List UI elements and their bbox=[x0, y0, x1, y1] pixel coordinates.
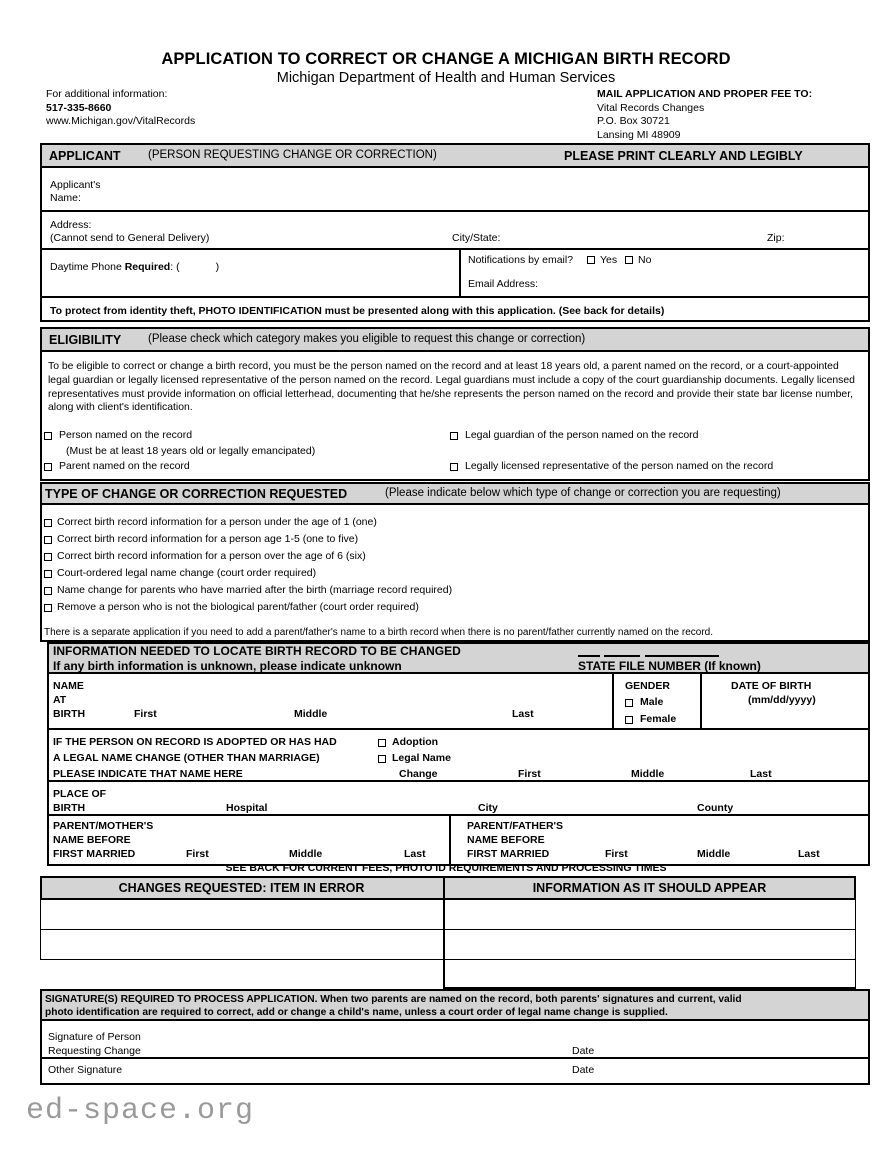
parent-mother-label-2: NAME BEFORE bbox=[53, 834, 131, 846]
checkbox-legal-guardian[interactable] bbox=[450, 432, 458, 440]
changes-col1-header: CHANGES REQUESTED: ITEM IN ERROR bbox=[118, 881, 365, 895]
parent-father-label-3: FIRST MARRIED bbox=[467, 848, 550, 860]
applicant-phone-email-row[interactable] bbox=[40, 250, 870, 298]
name-at-birth-label-1: NAME bbox=[53, 680, 84, 692]
applicant-section-note: (PERSON REQUESTING CHANGE OR CORRECTION) bbox=[148, 149, 437, 161]
mail-to-label: MAIL APPLICATION AND PROPER FEE TO: bbox=[597, 88, 813, 100]
adoption-label-line2 bbox=[53, 752, 320, 765]
changes-row-3[interactable] bbox=[40, 960, 856, 988]
email-notify-label: Notifications by email? bbox=[468, 254, 574, 266]
phone-email-divider bbox=[459, 250, 461, 298]
eligibility-paragraph bbox=[48, 360, 862, 415]
signature-date-label-1: Date bbox=[572, 1045, 595, 1057]
checkbox-notify-yes[interactable] bbox=[587, 256, 595, 264]
eligibility-section-title: ELIGIBILITY bbox=[49, 333, 122, 347]
signature-person-label-2: Requesting Change bbox=[48, 1045, 141, 1057]
locate-record-title-line2: If any birth information is unknown, please indicate unknown bbox=[53, 659, 402, 673]
contact-phone: 517-335-8660 bbox=[46, 101, 112, 114]
date-of-birth-header: DATE OF BIRTH bbox=[731, 680, 812, 692]
checkbox-gender-male[interactable] bbox=[625, 699, 633, 707]
changes-row-1[interactable] bbox=[40, 900, 856, 930]
adoption-first-label: First bbox=[518, 768, 541, 780]
eligibility-option-legal-representative: Legally licensed representative of the person named on the record bbox=[465, 460, 774, 472]
footnote-add-word: add bbox=[246, 627, 264, 638]
name-at-birth-last-label: Last bbox=[512, 708, 534, 720]
state-file-number-label: STATE FILE NUMBER (If known) bbox=[578, 659, 761, 673]
gender-header: GENDER bbox=[625, 680, 670, 692]
changes-row3-divider bbox=[443, 960, 445, 988]
phone-label-prefix: Daytime Phone bbox=[50, 261, 125, 273]
state-file-number-blank-3[interactable] bbox=[645, 655, 719, 657]
photo-id-text-a: To protect from identity theft, PHOTO IDENTIFICATION bbox=[50, 305, 325, 317]
footnote-text-b: a parent/father's name to a birth record when there is no parent/father currently named on the record. bbox=[263, 627, 713, 638]
zip-label: Zip: bbox=[767, 232, 785, 244]
photo-id-notice bbox=[50, 305, 664, 318]
place-of-birth-county-label: County bbox=[697, 802, 734, 814]
parent-mother-label-1: PARENT/MOTHER'S bbox=[53, 820, 154, 832]
adoption-option-label: Adoption bbox=[392, 736, 439, 748]
print-clearly-note: PLEASE PRINT CLEARLY AND LEGIBLY bbox=[564, 149, 803, 163]
parent-mother-first-label: First bbox=[186, 848, 209, 860]
applicant-name-label-line1: Applicant's bbox=[50, 179, 101, 191]
date-of-birth-format: (mm/dd/yyyy) bbox=[748, 694, 816, 706]
type-of-change-section-note: (Please indicate below which type of change or correction you are requesting) bbox=[385, 487, 781, 499]
checkbox-person-named-on-record[interactable] bbox=[44, 432, 52, 440]
parents-divider bbox=[449, 816, 451, 866]
type-option-parents-married: Name change for parents who have married after the birth (marriage record required) bbox=[57, 584, 453, 596]
checkbox-legal-name-change[interactable] bbox=[378, 755, 386, 763]
checkbox-correct-over-6[interactable] bbox=[44, 553, 52, 561]
other-than-marriage-underlined: OTHER THAN MARRIAGE bbox=[187, 752, 317, 764]
legal-name-option-label: Legal Name bbox=[392, 752, 451, 764]
checkbox-correct-age-1-5[interactable] bbox=[44, 536, 52, 544]
signature-row-2[interactable] bbox=[40, 1059, 870, 1085]
place-of-birth-city-label: City bbox=[478, 802, 498, 814]
mail-to-city-state-zip: Lansing MI 48909 bbox=[597, 128, 681, 141]
checkbox-correct-under-1[interactable] bbox=[44, 519, 52, 527]
parent-mother-last-label: Last bbox=[404, 848, 426, 860]
notify-yes-label: Yes bbox=[600, 254, 618, 266]
applicant-name-row[interactable] bbox=[40, 168, 870, 212]
contact-info-block bbox=[46, 88, 195, 129]
signature-notice-line2: photo identification are required to correct, add or change a child's name, unless a court order of legal name change is supplied. bbox=[45, 1007, 668, 1018]
eligibility-option-person-named-sub: (Must be at least 18 years old or legally emancipated) bbox=[66, 445, 316, 457]
signature-person-label-1: Signature of Person bbox=[48, 1031, 141, 1043]
type-option-over-6: Correct birth record information for a person over the age of 6 (six) bbox=[57, 550, 366, 562]
changes-col2-header: INFORMATION AS IT SHOULD APPEAR bbox=[532, 881, 767, 895]
changes-row2-divider bbox=[443, 930, 445, 960]
type-of-change-section-title: TYPE OF CHANGE OR CORRECTION REQUESTED bbox=[45, 487, 348, 501]
changes-row1-divider bbox=[443, 900, 445, 930]
signature-date-label-2: Date bbox=[572, 1064, 595, 1076]
notify-no-label: No bbox=[638, 254, 652, 266]
address-label: Address: bbox=[50, 219, 92, 231]
locate-record-title-line1: INFORMATION NEEDED TO LOCATE BIRTH RECORD TO BE CHANGED bbox=[53, 644, 461, 658]
state-file-number-blank-2[interactable] bbox=[604, 655, 640, 657]
parent-father-first-label: First bbox=[605, 848, 628, 860]
see-back-notice: SEE BACK FOR CURRENT FEES, PHOTO ID REQUIREMENTS AND PROCESSING TIMES bbox=[225, 862, 667, 874]
signature-notice-line1: SIGNATURE(S) REQUIRED TO PROCESS APPLICATION. When two parents are named on the record, both parents' signatures and current, valid bbox=[45, 994, 742, 1005]
checkbox-gender-female[interactable] bbox=[625, 716, 633, 724]
photo-id-must-word: must bbox=[324, 305, 350, 317]
mail-to-po-box: P.O. Box 30721 bbox=[597, 115, 670, 127]
separate-application-footnote bbox=[44, 626, 713, 639]
eligibility-option-legal-guardian: Legal guardian of the person named on the record bbox=[465, 429, 699, 441]
checkbox-parents-married-after-birth[interactable] bbox=[44, 587, 52, 595]
phone-label-open-paren: : ( bbox=[170, 261, 180, 273]
state-file-number-blank-1[interactable] bbox=[578, 655, 600, 657]
place-of-birth-hospital-label: Hospital bbox=[226, 802, 268, 814]
checkbox-legal-representative[interactable] bbox=[450, 463, 458, 471]
eligibility-option-parent-named: Parent named on the record bbox=[59, 460, 190, 472]
adoption-label-line1: IF THE PERSON ON RECORD IS ADOPTED OR HAS HAD bbox=[53, 736, 337, 748]
name-gender-divider bbox=[612, 674, 614, 730]
eligibility-section-note: (Please check which category makes you eligible to request this change or correction) bbox=[148, 333, 586, 345]
daytime-phone-label bbox=[50, 261, 219, 274]
eligibility-paragraph-bold: To be eligible to correct or change a birth record, you must be the person named on the record and at least 18 years old, a parent named on the record, or a court-appointed legal guardian or legally licensed representative of the person named on the record. bbox=[48, 361, 839, 386]
checkbox-remove-non-biological-parent[interactable] bbox=[44, 604, 52, 612]
city-state-label: City/State: bbox=[452, 232, 501, 244]
adoption-last-label: Last bbox=[750, 768, 772, 780]
mailing-address-block bbox=[597, 88, 812, 142]
signature-row-1[interactable] bbox=[40, 1021, 870, 1059]
legal-name-change-prefix: A LEGAL NAME CHANGE ( bbox=[53, 752, 188, 764]
footnote-text-a: There is a separate application if you need to bbox=[44, 627, 247, 638]
eligibility-paragraph-rest: Legal guardians must include a copy of the court guardianship documents. Legally licensed representatives must provide information on official letterhead, documenting that he/she represents the person named on the record and provide their state bar license number, along with client's identification. bbox=[48, 374, 855, 414]
place-of-birth-label-2: BIRTH bbox=[53, 802, 86, 814]
parents-names-row[interactable] bbox=[47, 816, 870, 866]
checkbox-parent-named-on-record[interactable] bbox=[44, 463, 52, 471]
checkbox-court-ordered-name-change[interactable] bbox=[44, 570, 52, 578]
parent-father-label-1: PARENT/FATHER'S bbox=[467, 820, 564, 832]
email-address-label: Email Address: bbox=[468, 278, 539, 290]
gender-male-label: Male bbox=[640, 696, 664, 708]
address-sublabel: (Cannot send to General Delivery) bbox=[50, 232, 210, 244]
type-option-court-ordered: Court-ordered legal name change (court order required) bbox=[57, 567, 317, 579]
phone-label-close-paren: ) bbox=[215, 261, 220, 273]
adoption-middle-label: Middle bbox=[631, 768, 665, 780]
name-at-birth-first-label: First bbox=[134, 708, 157, 720]
applicant-name-label-line2: Name: bbox=[50, 192, 81, 204]
type-option-under-1: Correct birth record information for a person under the age of 1 (one) bbox=[57, 516, 377, 528]
changes-row-2[interactable] bbox=[40, 930, 856, 960]
type-option-remove-parent: Remove a person who is not the biological parent/father (court order required) bbox=[57, 601, 419, 613]
type-option-age-1-5: Correct birth record information for a person age 1-5 (one to five) bbox=[57, 533, 359, 545]
gender-dob-divider bbox=[700, 674, 702, 730]
gender-female-label: Female bbox=[640, 713, 677, 725]
mail-to-org: Vital Records Changes bbox=[597, 101, 705, 114]
site-watermark: ed-space.org bbox=[26, 1094, 255, 1128]
place-of-birth-label-1: PLACE OF bbox=[53, 788, 107, 800]
photo-id-text-b: be presented along with this application. (See back for details) bbox=[349, 305, 665, 317]
parent-father-last-label: Last bbox=[798, 848, 820, 860]
name-at-birth-label-2: AT bbox=[53, 694, 67, 706]
legal-name-change-suffix: ) bbox=[316, 752, 320, 764]
parent-father-label-2: NAME BEFORE bbox=[467, 834, 545, 846]
name-at-birth-label-3: BIRTH bbox=[53, 708, 86, 720]
place-of-birth-row[interactable] bbox=[47, 782, 870, 816]
legal-name-change-word: Change bbox=[399, 768, 438, 780]
page-subtitle: Michigan Department of Health and Human Services bbox=[276, 70, 616, 86]
parent-mother-label-3: FIRST MARRIED bbox=[53, 848, 136, 860]
adoption-label-line3: PLEASE INDICATE THAT NAME HERE bbox=[53, 768, 243, 780]
contact-website: www.Michigan.gov/VitalRecords bbox=[46, 115, 196, 127]
page-title: APPLICATION TO CORRECT OR CHANGE A MICHIGAN BIRTH RECORD bbox=[161, 50, 731, 68]
contact-info-label: For additional information: bbox=[46, 88, 168, 100]
other-signature-label: Other Signature bbox=[48, 1064, 123, 1076]
phone-required-word: Required bbox=[124, 261, 171, 273]
parent-mother-middle-label: Middle bbox=[289, 848, 323, 860]
name-at-birth-middle-label: Middle bbox=[294, 708, 328, 720]
applicant-section-title: APPLICANT bbox=[49, 149, 121, 163]
parent-father-middle-label: Middle bbox=[697, 848, 731, 860]
checkbox-notify-no[interactable] bbox=[625, 256, 633, 264]
checkbox-adoption[interactable] bbox=[378, 739, 386, 747]
eligibility-option-person-named: Person named on the record bbox=[59, 429, 193, 441]
